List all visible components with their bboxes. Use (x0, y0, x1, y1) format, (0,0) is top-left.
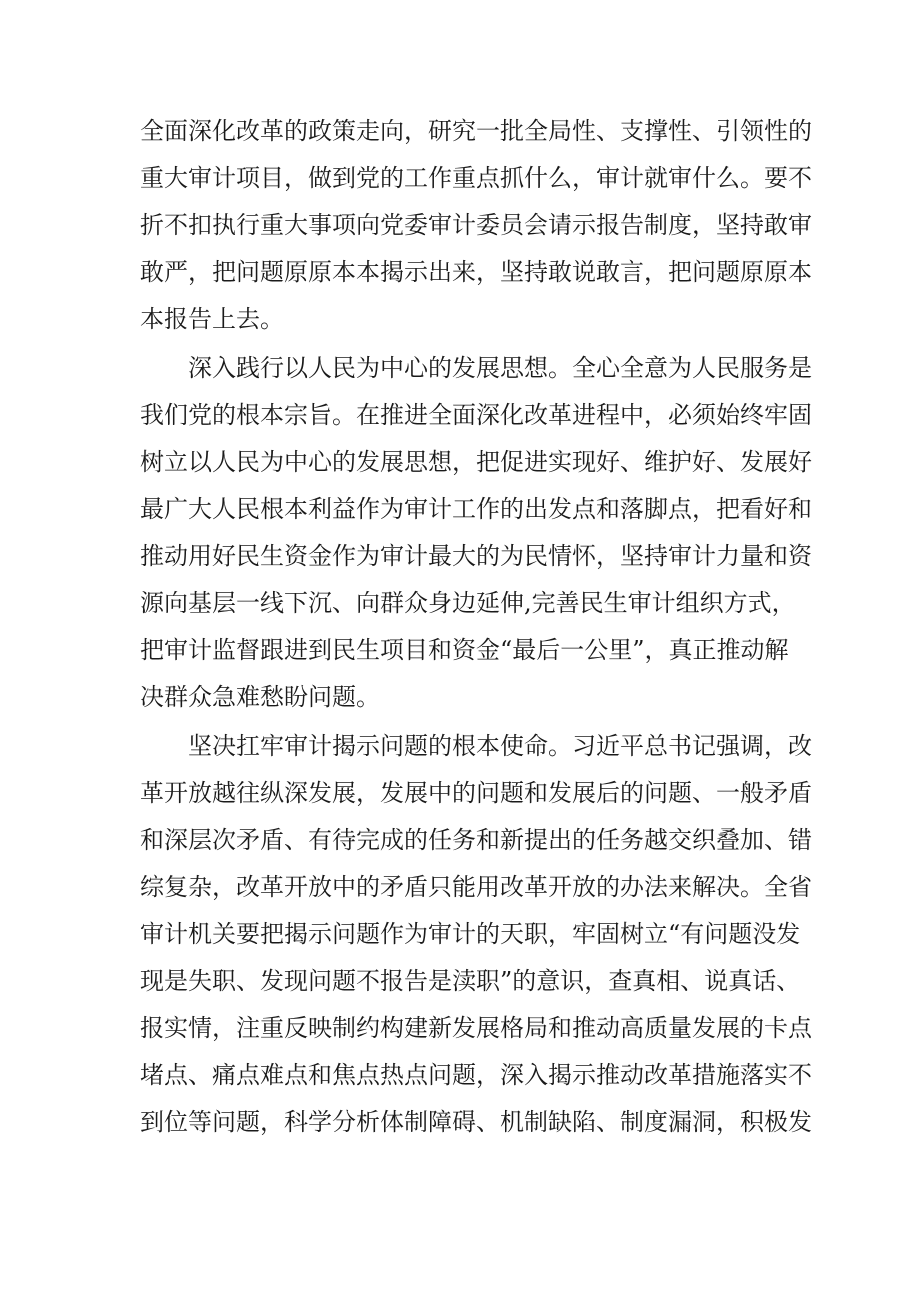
text-line: 我们党的根本宗旨。在推进全面深化改革进程中，必须始终牢固 (140, 401, 812, 429)
text-line: 折不扣执行重大事项向党委审计委员会请示报告制度，坚持敢审 (140, 211, 812, 239)
text-line: 到位等问题，科学分析体制障碍、机制缺陷、制度漏洞，积极发 (140, 1108, 812, 1136)
paragraph-first-line: 坚决扛牢审计揭示问题的根本使命。习近平总书记强调，改 (188, 732, 812, 760)
text-line: 堵点、痛点难点和焦点热点问题，深入揭示推动改革措施落实不 (140, 1061, 812, 1089)
text-line: 重大审计项目，做到党的工作重点抓什么，审计就审什么。要不 (140, 164, 812, 192)
text-line: 全面深化改革的政策走向，研究一批全局性、支撑性、引领性的 (140, 117, 812, 145)
paragraph-first-line: 深入践行以人民为中心的发展思想。全心全意为人民服务是 (188, 354, 812, 382)
text-line: 决群众急难愁盼问题。 (140, 683, 380, 711)
text-line: 和深层次矛盾、有待完成的任务和新提出的任务越交织叠加、错 (140, 826, 812, 854)
text-line: 本报告上去。 (140, 305, 284, 333)
text-line: 把审计监督跟进到民生项目和资金“最后一公里”，真正推动解 (140, 636, 789, 664)
text-line: 现是失职、发现问题不报告是渎职”的意识，查真相、说真话、 (140, 967, 801, 995)
text-line: 树立以人民为中心的发展思想，把促进实现好、维护好、发展好 (140, 448, 812, 476)
text-line: 综复杂，改革开放中的矛盾只能用改革开放的办法来解决。全省 (140, 873, 812, 901)
text-line: 推动用好民生资金作为审计最大的为民情怀，坚持审计力量和资 (140, 542, 812, 570)
text-line: 报实情，注重反映制约构建新发展格局和推动高质量发展的卡点 (140, 1014, 812, 1042)
text-line: 敢严，把问题原原本本揭示出来，坚持敢说敢言，把问题原原本 (140, 258, 812, 286)
text-line: 审计机关要把揭示问题作为审计的天职，牢固树立“有问题没发 (140, 920, 801, 948)
text-line: 最广大人民根本利益作为审计工作的出发点和落脚点，把看好和 (140, 495, 812, 523)
text-line: 源向基层一线下沉、向群众身边延伸,完善民生审计组织方式， (140, 589, 796, 617)
text-line: 革开放越往纵深发展，发展中的问题和发展后的问题、一般矛盾 (140, 779, 812, 807)
